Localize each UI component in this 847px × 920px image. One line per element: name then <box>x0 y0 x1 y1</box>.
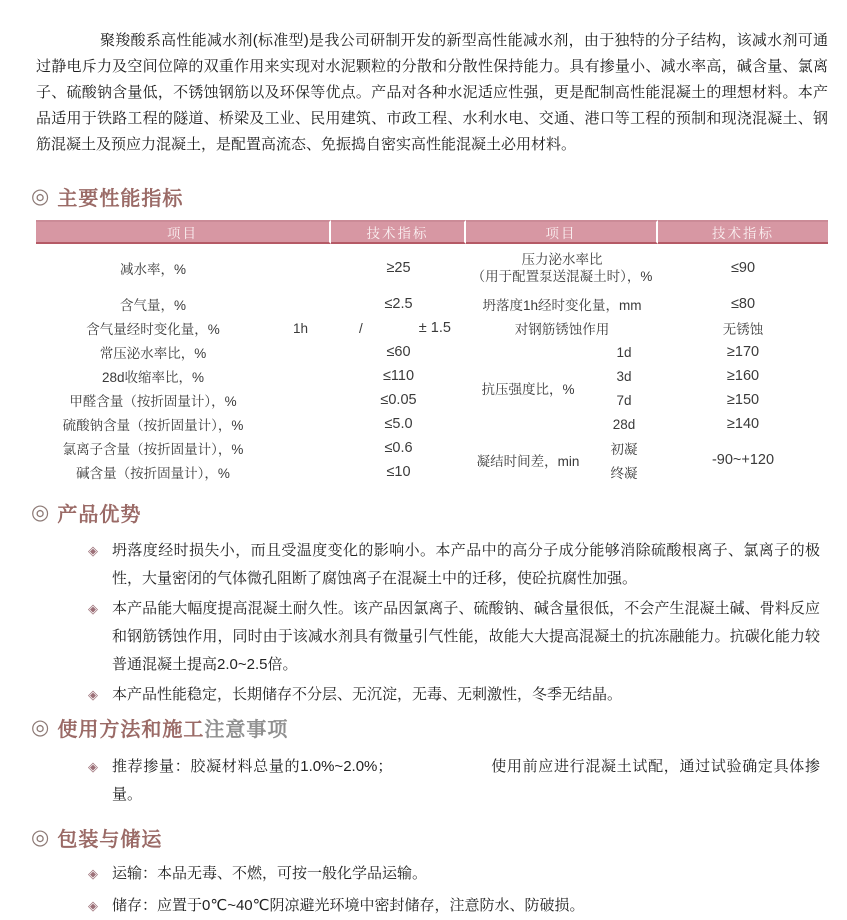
row-label: 含气量，% <box>119 298 186 313</box>
diamond-bullet-icon: ◈ <box>88 687 98 702</box>
bullseye-icon: ◎ <box>31 500 51 524</box>
section-title-packaging: 包装与储运 <box>57 828 163 851</box>
row-label: 常压泌水率比，% <box>99 346 207 361</box>
row-label-setting-time: 凝结时间差，min <box>476 454 580 469</box>
col-header-item-right: 项目 <box>466 220 658 244</box>
row-value: -90~+120 <box>711 452 775 468</box>
section-heading-usage <box>31 715 847 739</box>
intro-paragraph: 聚羧酸系高性能减水剂(标准型)是我公司研制开发的新型高性能减水剂，由于独特的分子结构，该减水剂可通过静电斥力及空间位障的双重作用来实现对水泥颗粒的分散和分散性保持能力。具有掺量小、减水率高，碱含量、氯离子、硫酸钠含量低，不锈蚀钢筋以及环保等优点。产品对各种水泥适应性强，更是配制高性能混凝土的理想材料。本产品适用于铁路工程的隧道、桥梁及工业、民用建筑、市政工程、水利水电、交通、港口等工程的预制和现浇混凝土、钢筋混凝土及预应力混凝土，是配置高流态、免振捣自密实高性能混凝土必用材料。 <box>36 32 828 153</box>
row-sub-final-set: 终凝 <box>610 466 638 481</box>
row-label: 对钢筋锈蚀作用 <box>514 322 610 337</box>
row-label: 氯离子含量（按折固量计），% <box>62 442 244 457</box>
col-header-item-left: 项目 <box>36 220 331 244</box>
row-label-line1: 压力泌水率比 <box>521 252 603 267</box>
row-value: ≤0.05 <box>380 392 417 408</box>
row-value: ≥140 <box>726 416 760 432</box>
list-item-text: 储存：应置于0℃~40℃阴凉避光环境中密封储存，注意防水、防破损。 <box>112 897 585 914</box>
section-title-performance: 主要性能指标 <box>57 187 184 210</box>
row-label: 硫酸钠含量（按折固量计），% <box>62 418 244 433</box>
row-sub-age: 1d <box>616 344 632 360</box>
row-label-strength-ratio: 抗压强度比，% <box>481 382 575 397</box>
row-label: 减水率，% <box>119 262 186 277</box>
row-value: ≥160 <box>726 368 760 384</box>
row-sub-age: 7d <box>616 392 632 408</box>
row-value-composite <box>331 316 466 340</box>
row-sub-initial-set: 初凝 <box>610 442 638 457</box>
list-item <box>88 860 820 888</box>
row-label: 碱含量（按折固量计），% <box>76 466 230 481</box>
diamond-bullet-icon: ◈ <box>88 543 98 558</box>
diamond-bullet-icon: ◈ <box>88 898 98 913</box>
slash-separator: / <box>359 320 363 336</box>
section-title-usage-tail: 注意事项 <box>204 718 289 741</box>
list-item-text: 本产品性能稳定，长期储存不分层、无沉淀，无毒、无刺激性，冬季无结晶。 <box>112 686 623 703</box>
list-item <box>88 595 820 679</box>
row-label: 坍落度1h经时变化量，mm <box>482 298 642 313</box>
row-value: ≤90 <box>730 260 756 276</box>
section-heading-packaging <box>31 825 847 849</box>
col-header-index-left: 技术指标 <box>331 220 466 244</box>
list-item-text: 运输：本品无毒、不燃，可按一般化学品运输。 <box>112 865 428 882</box>
row-value: ≤5.0 <box>384 416 413 432</box>
section-heading-performance <box>31 184 847 208</box>
list-item-text <box>112 753 820 809</box>
row-label: 28d收缩率比，% <box>101 370 205 385</box>
section-heading-advantages <box>31 500 847 524</box>
bullseye-icon: ◎ <box>31 715 51 739</box>
row-sub-age: 3d <box>616 368 632 384</box>
list-item <box>88 537 820 593</box>
row-value: ≤110 <box>382 368 415 384</box>
bullseye-icon: ◎ <box>31 825 51 849</box>
row-sub-age: 28d <box>612 416 636 432</box>
trial-mix-note: 使用前应进行混凝土试配，通过试验确定具体掺量。 <box>112 758 820 803</box>
row-value: ≤80 <box>730 296 756 312</box>
row-value: ≤0.6 <box>384 440 413 456</box>
advantages-list <box>88 537 820 709</box>
document-page <box>0 28 847 914</box>
row-label-line2: （用于配置泵送混凝土时），% <box>471 269 653 284</box>
list-item-text: 本产品能大幅度提高混凝土耐久性。该产品因氯离子、硫酸钠、碱含量很低，不会产生混凝土碱、骨料反应和钢筋锈蚀作用，同时由于该减水剂具有微量引气性能，故能大大提高混凝土的抗冻融能力。抗碳化能力较普通混凝土提高2.0~2.5倍。 <box>112 600 820 673</box>
list-item <box>88 892 820 920</box>
usage-list <box>88 753 820 809</box>
row-label-pressure-bleeding <box>466 244 658 292</box>
section-title-advantages: 产品优势 <box>57 503 142 526</box>
row-label: 含气量经时变化量，% <box>86 322 220 337</box>
diamond-bullet-icon: ◈ <box>88 866 98 881</box>
performance-table <box>36 220 828 484</box>
row-value: 无锈蚀 <box>722 322 764 337</box>
list-item-text: 坍落度经时损失小，而且受温度变化的影响小。本产品中的高分子成分能够消除硫酸根离子、氯离子的极性，大量密闭的气体微孔阻断了腐蚀离子在混凝土中的迁移，使砼抗腐性加强。 <box>112 542 820 587</box>
list-item <box>88 753 820 809</box>
row-value: ± 1.5 <box>418 320 451 336</box>
row-value: ≤10 <box>386 464 411 480</box>
row-value: ≤2.5 <box>384 296 413 312</box>
row-value: ≥150 <box>726 392 760 408</box>
diamond-bullet-icon: ◈ <box>88 601 98 616</box>
row-label: 甲醛含量（按折固量计），% <box>69 394 237 409</box>
diamond-bullet-icon: ◈ <box>88 759 98 774</box>
col-header-index-right: 技术指标 <box>658 220 828 244</box>
row-value: ≥25 <box>386 260 411 276</box>
row-sub-duration: 1h <box>292 320 309 336</box>
row-value: ≤60 <box>386 344 411 360</box>
row-value: ≥170 <box>726 344 760 360</box>
packaging-list <box>88 860 820 920</box>
dosage-recommendation: 推荐掺量：胶凝材料总量的1.0%~2.0%； <box>112 758 393 775</box>
section-title-usage-main: 使用方法和施工 <box>57 718 205 741</box>
bullseye-icon: ◎ <box>31 184 51 208</box>
list-item <box>88 681 820 709</box>
